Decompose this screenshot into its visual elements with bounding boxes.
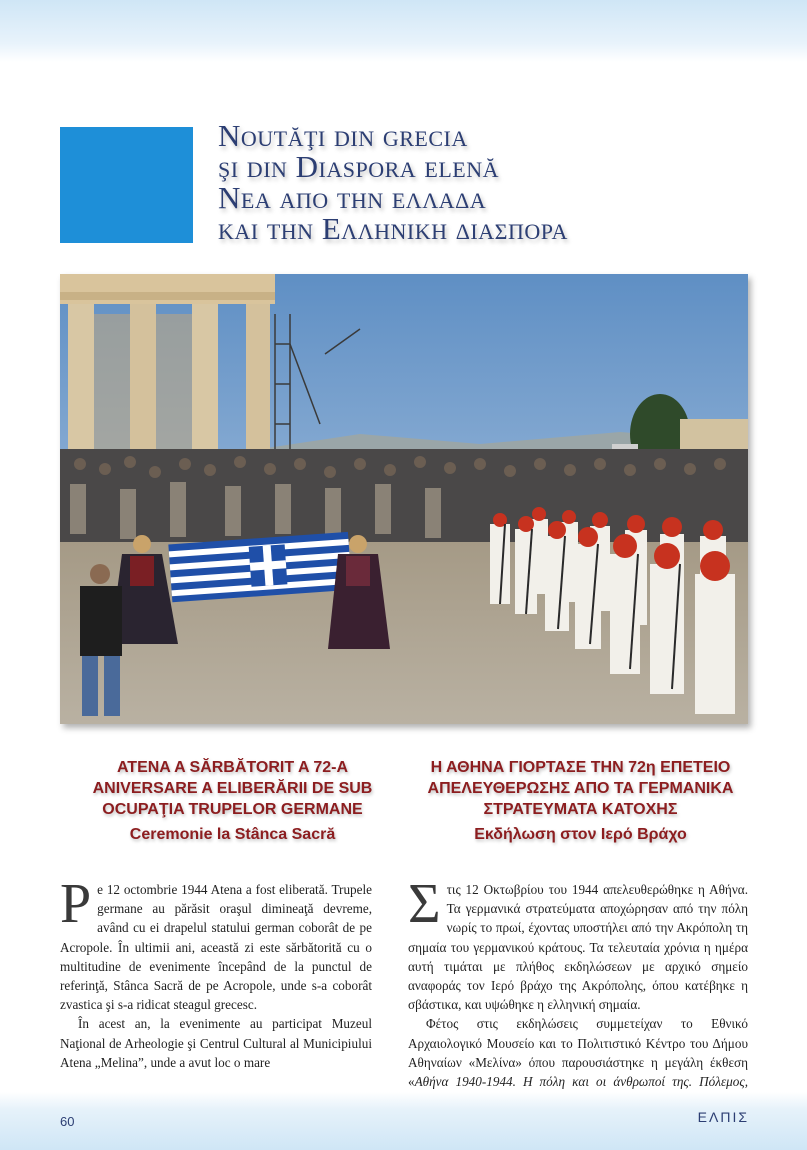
right-paragraph-1: τις 12 Οκτωβρίου του 1944 απελευθερώθηκε η Αθήνα. Τα γερμανικά στρατεύματα αποχώρησαν από την πόλη νωρίς το πρωί, έχοντας υποστήλει από την Ακρόπολη τη σημαία του γερμανικού κράτους. Τα τελευταία χρόνια η ημέρα αυτή τιμάται με πλήθος εκδηλώσεων με αρχικό σημείο αναφοράς τον Ιερό βράχο της Ακρόπολης, όπου κατέβηκε η σβάστικα, και υψώθηκε η ελληνική σημαία. (408, 882, 748, 1013)
left-title-line2: ANIVERSARE A ELIBERĂRII DE SUB (92, 780, 373, 797)
journal-name: ΕΛΠΙΣ (697, 1109, 749, 1125)
left-title-line1: ATENA A SĂRBĂTORIT A 72-A (116, 759, 349, 776)
left-dropcap: P (60, 873, 92, 935)
right-article-title (408, 757, 753, 845)
page-number: 60 (60, 1114, 75, 1129)
right-subtitle: Εκδήλωση στον Ιερό Βράχο (474, 826, 687, 843)
left-subtitle: Ceremonie la Stânca Sacră (129, 826, 336, 843)
section-accent-square (60, 127, 193, 243)
heading-gr-line2: και την Ελληνικη διασπορα (218, 211, 568, 246)
heading-ro-line1: Noutăţi din grecia (218, 118, 468, 153)
top-gradient-band (0, 0, 807, 62)
heading-gr-line1: Νεα απο την ελλαδα (218, 180, 487, 215)
left-paragraph-2: În acest an, la evenimente au participat Muzeul Naţional de Arheologie şi Centrul Cultural al Municipiului Atena „Melina”, unde a avut loc o mare (60, 1016, 372, 1070)
section-heading (218, 120, 778, 244)
right-dropcap: Σ (408, 873, 441, 935)
right-article-body (408, 873, 748, 1110)
right-paragraph-2-italic: Αθήνα 1940-1944. Η πόλη και οι άνθρωποί της. Πόλεμος, (414, 1074, 748, 1090)
left-article-body (60, 873, 372, 1072)
right-title-line1: Η ΑΘΗΝΑ ΓΙΟΡΤΑΣΕ ΤΗΝ 72η ΕΠΕΤΕΙΟ (430, 759, 731, 776)
bottom-gradient-band (0, 1092, 807, 1150)
left-paragraph-1: e 12 octombrie 1944 Atena a fost eliberată. Trupele germane au părăsit oraşul dimineaţă devreme, având cu ei drapelul statului german coborât de pe Acropole. În ultimii ani, această zi este sărbătorită cu o multitudine de evenimente începând de la punctul de referinţă, Stânca Sacră de pe Acropole, unde s-a coborât zvastica şi s-a ridicat steagul grecesc. (60, 882, 372, 1013)
heading-ro-line2: şi din Diaspora elenă (218, 149, 500, 184)
left-title-line3: OCUPAŢIA TRUPELOR GERMANE (102, 801, 363, 818)
right-paragraph-2-text: Φέτος στις εκδηλώσεις συμμετείχαν το Εθνικό Αρχαιολογικό Μουσείο και το Πολιτιστικό Κέντρο του Δήμου Αθηναίων «Μελίνα» όπου παρουσιάστηκε η μεγάλη έκθεση « (408, 1016, 748, 1090)
left-article-title (60, 757, 405, 845)
right-title-line2: ΑΠΕΛΕΥΘΕΡΩΣΗΣ ΑΠΟ ΤΑ ΓΕΡΜΑΝΙΚΑ (427, 780, 734, 797)
right-title-line3: ΣΤΡΑΤΕΥΜΑΤΑ ΚΑΤΟΧΗΣ (483, 801, 678, 818)
acropolis-ceremony-photo (60, 274, 748, 724)
